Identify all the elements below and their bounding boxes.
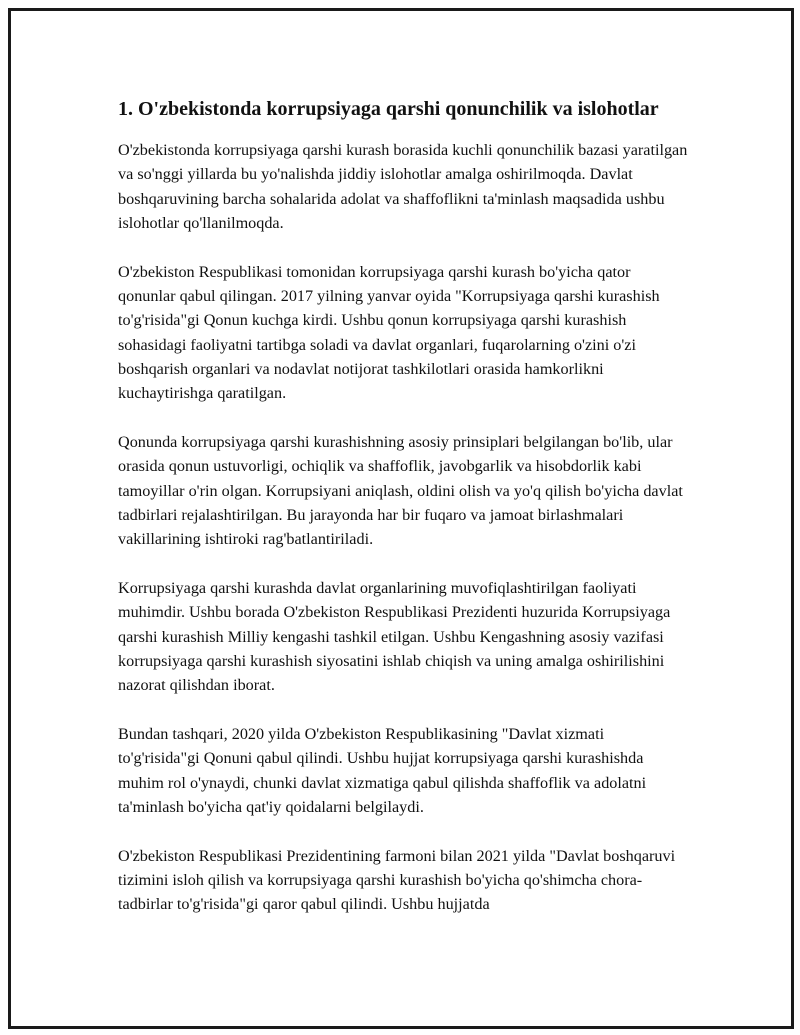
paragraph-2: O'zbekiston Respublikasi tomonidan korrupsiyaga qarshi kurash bo'yicha qator qonunlar qabul qilingan. 2017 yilning yanvar oyida "Korrupsiyaga qarshi kurashish to'g'risida"gi Qonun kuchga kirdi. Ushbu qonun korrupsiyaga qarshi kurashish sohasidagi faoliyatni tartibga soladi va davlat organlari, fuqarolarning o'zini o'zi boshqarish organlari va nodavlat notijorat tashkilotlari orasida hamkorlikni kuchaytirishga qaratilgan. <box>118 262 660 403</box>
section-heading: 1. O'zbekistonda korrupsiyaga qarshi qonunchilik va islohotlar <box>118 98 659 120</box>
paragraph-5: Bundan tashqari, 2020 yilda O'zbekiston Respublikasining "Davlat xizmati to'g'risida"gi Qonuni qabul qilindi. Ushbu hujjat korrupsiyaga qarshi kurashishda muhim rol o'ynaydi, chunki davlat xizmatiga qabul qilishda shaffoflik va adolatni ta'minlash bo'yicha qat'iy qoidalarni belgilaydi. <box>118 724 647 816</box>
document-body <box>118 95 688 941</box>
paragraph-3: Qonunda korrupsiyaga qarshi kurashishning asosiy prinsiplari belgilangan bo'lib, ular orasida qonun ustuvorligi, ochiqlik va shaffoflik, javobgarlik va hisobdorlik kabi tamoyillar o'rin olgan. Korrupsiyani aniqlash, oldini olish va yo'q qilish bo'yicha davlat tadbirlari rejalashtirilgan. Bu jarayonda har bir fuqaro va jamoat birlashmalari vakillarining ishtiroki rag'batlantiriladi. <box>118 432 683 549</box>
paragraph-4: Korrupsiyaga qarshi kurashda davlat organlarining muvofiqlashtirilgan faoliyati muhimdir. Ushbu borada O'zbekiston Respublikasi Prezidenti huzurida Korrupsiyaga qarshi kurashish Milliy kengashi tashkil etilgan. Ushbu Kengashning asosiy vazifasi korrupsiyaga qarshi kurashish siyosatini ishlab chiqish va uning amalga oshirilishini nazorat qilishdan iborat. <box>118 578 671 695</box>
paragraph-1: O'zbekistonda korrupsiyaga qarshi kurash borasida kuchli qonunchilik bazasi yaratilgan va so'nggi yillarda bu yo'nalishda jiddiy islohotlar amalga oshirilmoqda. Davlat boshqaruvining barcha sohalarida adolat va shaffoflikni ta'minlash maqsadida ushbu islohotlar qo'llanilmoqda. <box>118 141 688 232</box>
paragraph-6: O'zbekiston Respublikasi Prezidentining farmoni bilan 2021 yilda "Davlat boshqaruvi tizimini isloh qilish va korrupsiyaga qarshi kurashish bo'yicha qo'shimcha chora-tadbirlar to'g'risida"gi qaror qabul qilindi. Ushbu hujjatda <box>118 846 676 914</box>
